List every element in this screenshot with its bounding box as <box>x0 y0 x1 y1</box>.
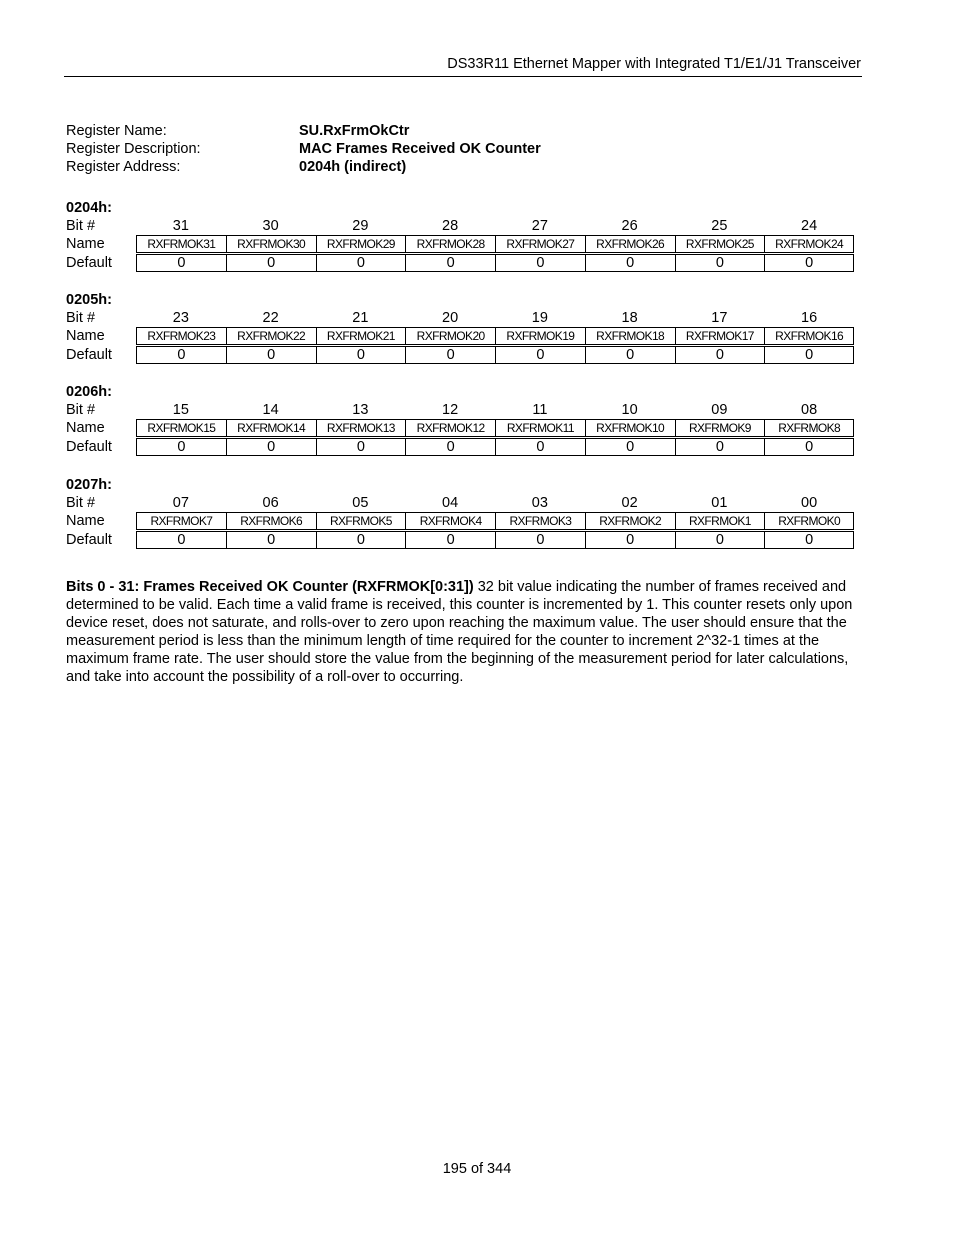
bit-name-cell: RXFRMOK21 <box>316 327 406 345</box>
register-name-label: Register Name: <box>66 123 167 139</box>
bit-name-cell: RXFRMOK19 <box>495 327 585 345</box>
register-name-value: SU.RxFrmOkCtr <box>299 123 410 139</box>
bit-row-label: Bit # <box>66 402 96 418</box>
register-name-row <box>66 122 541 140</box>
bit-number: 28 <box>442 218 459 234</box>
default-value-cell: 0 <box>136 438 226 456</box>
bit-name-cell: RXFRMOK29 <box>316 235 406 253</box>
default-value-cell: 0 <box>226 531 316 549</box>
bit-number: 14 <box>262 402 279 418</box>
bit-row <box>66 401 866 419</box>
bit-row-label: Bit # <box>66 310 96 326</box>
default-value-cell: 0 <box>495 531 585 549</box>
default-value-cell: 0 <box>136 346 226 364</box>
bit-number: 23 <box>172 310 189 326</box>
bit-number: 22 <box>262 310 279 326</box>
bit-name-cell: RXFRMOK7 <box>136 512 226 530</box>
default-value-cell: 0 <box>585 346 675 364</box>
bit-name-cell: RXFRMOK31 <box>136 235 226 253</box>
bit-number: 13 <box>352 402 369 418</box>
default-value-cell: 0 <box>226 438 316 456</box>
default-value-cell: 0 <box>495 438 585 456</box>
block-title: 0205h: <box>66 292 112 308</box>
bit-number: 24 <box>801 218 818 234</box>
bit-name-cell: RXFRMOK25 <box>675 235 765 253</box>
bit-name-cell: RXFRMOK22 <box>226 327 316 345</box>
bit-name-cell: RXFRMOK0 <box>764 512 854 530</box>
default-value-cell: 0 <box>226 346 316 364</box>
bit-name-cell: RXFRMOK6 <box>226 512 316 530</box>
default-value-cell: 0 <box>405 346 495 364</box>
default-value-cell: 0 <box>585 531 675 549</box>
bit-description-heading: Bits 0 - 31: Frames Received OK Counter (RXFRMOK[0:31]) <box>66 579 474 595</box>
bit-name-cell: RXFRMOK28 <box>405 235 495 253</box>
bit-number: 04 <box>442 495 459 511</box>
bit-name-cell: RXFRMOK1 <box>675 512 765 530</box>
block-title: 0206h: <box>66 384 112 400</box>
bit-row-label: Bit # <box>66 495 96 511</box>
bit-number: 15 <box>172 402 189 418</box>
bit-name-cell: RXFRMOK17 <box>675 327 765 345</box>
bit-name-cell: RXFRMOK2 <box>585 512 675 530</box>
default-row <box>66 438 866 456</box>
default-value-cell: 0 <box>675 346 765 364</box>
bit-name-cell: RXFRMOK18 <box>585 327 675 345</box>
bit-number: 01 <box>711 495 728 511</box>
bit-name-cell: RXFRMOK14 <box>226 419 316 437</box>
default-value-cell: 0 <box>136 531 226 549</box>
name-row-label: Name <box>66 420 105 436</box>
name-row <box>66 327 866 345</box>
bit-number: 02 <box>621 495 638 511</box>
default-value-cell: 0 <box>316 438 406 456</box>
bit-name-cell: RXFRMOK30 <box>226 235 316 253</box>
register-address-row <box>66 158 541 176</box>
default-value-cell: 0 <box>316 346 406 364</box>
default-row-label: Default <box>66 532 112 548</box>
default-value-cell: 0 <box>495 346 585 364</box>
bit-name-cell: RXFRMOK27 <box>495 235 585 253</box>
bit-name-cell: RXFRMOK9 <box>675 419 765 437</box>
bit-name-cell: RXFRMOK26 <box>585 235 675 253</box>
register-info <box>66 122 541 176</box>
default-row <box>66 531 866 549</box>
register-description-label: Register Description: <box>66 141 201 157</box>
block-title: 0207h: <box>66 477 112 493</box>
bit-name-cell: RXFRMOK10 <box>585 419 675 437</box>
bit-description-text: 32 bit value indicating the number of frames received and determined to be valid. Each time a valid frame is received, this counter is incremented by 1. This counter resets only upon device reset, does not saturate, and rolls-over to zero upon reaching the maximum value. The user should ensure that the measurement period is less than the minimum length of time required for the counter to increment 2^32-1 times at the maximum frame rate. The user should store the value from the beginning of the measurement period for later calculations, and take into account the possibility of a roll-over to occurring. <box>66 579 853 685</box>
bit-number: 07 <box>172 495 189 511</box>
bit-row <box>66 217 866 235</box>
default-value-cell: 0 <box>585 254 675 272</box>
default-row-label: Default <box>66 255 112 271</box>
default-value-cell: 0 <box>675 254 765 272</box>
bit-number: 27 <box>531 218 548 234</box>
bit-name-cell: RXFRMOK3 <box>495 512 585 530</box>
default-value-cell: 0 <box>136 254 226 272</box>
bit-name-cell: RXFRMOK23 <box>136 327 226 345</box>
name-row-label: Name <box>66 328 105 344</box>
register-block-0205h <box>66 291 866 364</box>
block-title: 0204h: <box>66 200 112 216</box>
register-description-row <box>66 140 541 158</box>
bit-name-cell: RXFRMOK15 <box>136 419 226 437</box>
default-value-cell: 0 <box>764 346 854 364</box>
bit-number: 11 <box>532 402 548 418</box>
bit-number: 10 <box>621 402 638 418</box>
default-value-cell: 0 <box>764 531 854 549</box>
name-row <box>66 419 866 437</box>
bit-number: 16 <box>801 310 818 326</box>
name-row <box>66 235 866 253</box>
bit-number: 09 <box>711 402 728 418</box>
default-value-cell: 0 <box>495 254 585 272</box>
bit-number: 05 <box>352 495 369 511</box>
default-row-label: Default <box>66 347 112 363</box>
default-value-cell: 0 <box>226 254 316 272</box>
default-value-cell: 0 <box>405 531 495 549</box>
default-value-cell: 0 <box>675 531 765 549</box>
bit-name-cell: RXFRMOK5 <box>316 512 406 530</box>
page-number: 195 of 344 <box>442 1161 512 1177</box>
bit-name-cell: RXFRMOK20 <box>405 327 495 345</box>
bit-number: 18 <box>621 310 638 326</box>
register-address-value: 0204h (indirect) <box>299 159 407 175</box>
name-row <box>66 512 866 530</box>
register-address-label: Register Address: <box>66 159 181 175</box>
default-value-cell: 0 <box>316 531 406 549</box>
bit-row-label: Bit # <box>66 218 96 234</box>
bit-name-cell: RXFRMOK11 <box>495 419 585 437</box>
bit-number: 25 <box>711 218 728 234</box>
default-row <box>66 254 866 272</box>
name-row-label: Name <box>66 513 105 529</box>
register-description-value: MAC Frames Received OK Counter <box>299 141 541 157</box>
default-value-cell: 0 <box>585 438 675 456</box>
default-value-cell: 0 <box>405 254 495 272</box>
bit-number: 20 <box>442 310 459 326</box>
bit-number: 19 <box>531 310 548 326</box>
bit-name-cell: RXFRMOK16 <box>764 327 854 345</box>
bit-number: 21 <box>352 310 369 326</box>
page-header-title: DS33R11 Ethernet Mapper with Integrated T1/E1/J1 Transceiver <box>447 56 861 72</box>
bit-name-cell: RXFRMOK4 <box>405 512 495 530</box>
bit-number: 03 <box>531 495 548 511</box>
default-value-cell: 0 <box>675 438 765 456</box>
bit-name-cell: RXFRMOK13 <box>316 419 406 437</box>
header-rule <box>64 76 862 77</box>
bit-number: 06 <box>262 495 279 511</box>
register-block-0207h <box>66 476 866 549</box>
name-row-label: Name <box>66 236 105 252</box>
default-value-cell: 0 <box>316 254 406 272</box>
default-row-label: Default <box>66 439 112 455</box>
bit-number: 30 <box>262 218 279 234</box>
bit-name-cell: RXFRMOK8 <box>764 419 854 437</box>
bit-name-cell: RXFRMOK12 <box>405 419 495 437</box>
bit-number: 00 <box>801 495 818 511</box>
register-block-0204h <box>66 199 866 272</box>
bit-number: 31 <box>172 218 189 234</box>
default-value-cell: 0 <box>764 438 854 456</box>
bit-name-cell: RXFRMOK24 <box>764 235 854 253</box>
default-row <box>66 346 866 364</box>
bit-description <box>66 578 862 686</box>
bit-number: 12 <box>442 402 459 418</box>
default-value-cell: 0 <box>764 254 854 272</box>
default-value-cell: 0 <box>405 438 495 456</box>
bit-number: 29 <box>352 218 369 234</box>
bit-row <box>66 494 866 512</box>
bit-row <box>66 309 866 327</box>
bit-number: 08 <box>801 402 818 418</box>
bit-number: 26 <box>621 218 638 234</box>
register-block-0206h <box>66 383 866 456</box>
bit-number: 17 <box>711 310 728 326</box>
